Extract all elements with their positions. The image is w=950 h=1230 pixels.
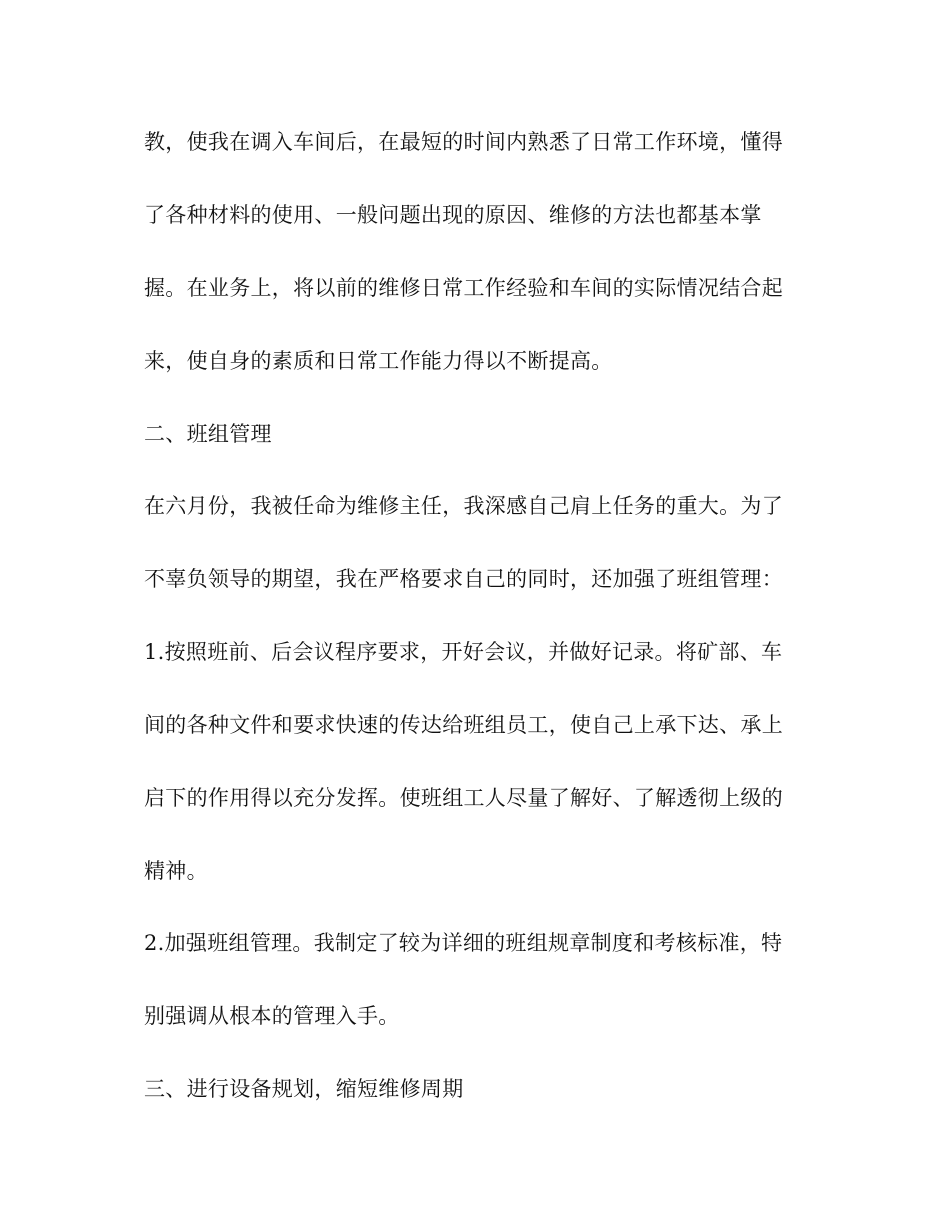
paragraph-line: 来，使自身的素质和日常工作能力得以不断提高。	[144, 349, 613, 373]
list-item-line: 精神。	[144, 859, 208, 883]
paragraph-line: 教，使我在调入车间后，在最短的时间内熟悉了日常工作环境，懂得	[144, 130, 783, 154]
paragraph-line: 不辜负领导的期望，我在严格要求自己的同时，还加强了班组管理：	[144, 567, 783, 591]
list-item-line: 间的各种文件和要求快速的传达给班组员工，使自己上承下达、承上	[144, 713, 783, 737]
list-item-line: 别强调从根本的管理入手。	[144, 1004, 400, 1028]
paragraph-line: 握。在业务上，将以前的维修日常工作经验和车间的实际情况结合起	[144, 276, 783, 300]
list-item-line: 启下的作用得以充分发挥。使班组工人尽量了解好、了解透彻上级的	[144, 786, 783, 810]
paragraph-line: 了各种材料的使用、一般问题出现的原因、维修的方法也都基本掌	[144, 203, 762, 227]
list-item-line: 1.按照班前、后会议程序要求，开好会议，并做好记录。将矿部、车	[144, 640, 783, 664]
section-heading: 三、进行设备规划，缩短维修周期	[144, 1077, 464, 1101]
list-item-line: 2.加强班组管理。我制定了较为详细的班组规章制度和考核标准，特	[144, 931, 783, 955]
section-heading: 二、班组管理	[144, 422, 272, 446]
paragraph-line: 在六月份，我被任命为维修主任，我深感自己肩上任务的重大。为了	[144, 494, 783, 518]
